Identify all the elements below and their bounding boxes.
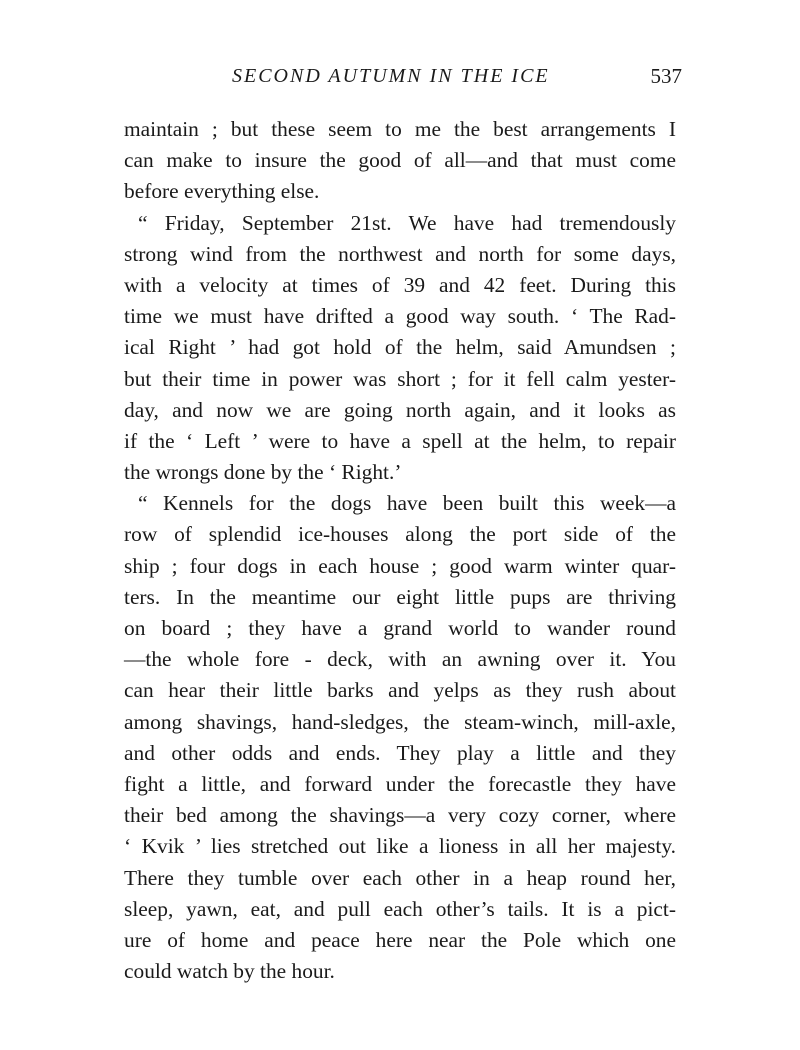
text-line: ters. In the meantime our eight little pups are thriving bbox=[124, 584, 676, 609]
text-line: sleep, yawn, eat, and pull each other’s tails. It is a pict- bbox=[124, 896, 676, 921]
text-line: time we must have drifted a good way south. ‘ The Rad- bbox=[124, 304, 676, 329]
text-line: “ Kennels for the dogs have been built this week—a bbox=[138, 491, 676, 516]
text-line: fight a little, and forward under the forecastle they have bbox=[124, 771, 676, 796]
text-line: ‘ Kvik ’ lies stretched out like a lioness in all her majesty. bbox=[124, 834, 676, 859]
text-line: the wrongs done by the ‘ Right.’ bbox=[124, 460, 402, 485]
text-line: day, and now we are going north again, and it looks as bbox=[124, 397, 676, 422]
text-line: ure of home and peace here near the Pole which one bbox=[124, 927, 676, 952]
text-line: —the whole fore - deck, with an awning over it. You bbox=[124, 647, 676, 672]
running-title: SECOND AUTUMN IN THE ICE bbox=[232, 65, 550, 87]
text-line: and other odds and ends. They play a little and they bbox=[124, 740, 676, 765]
text-line: can hear their little barks and yelps as they rush about bbox=[124, 678, 676, 703]
text-line: row of splendid ice-houses along the port side of the bbox=[124, 522, 676, 547]
text-line: among shavings, hand-sledges, the steam-winch, mill-axle, bbox=[124, 709, 676, 734]
text-line: with a velocity at times of 39 and 42 feet. During this bbox=[124, 272, 676, 297]
text-line: strong wind from the northwest and north for some days, bbox=[124, 241, 676, 266]
text-line: “ Friday, September 21st. We have had tremendously bbox=[138, 210, 676, 235]
text-line: can make to insure the good of all—and that must come bbox=[124, 148, 676, 173]
text-line: maintain ; but these seem to me the best arrangements I bbox=[124, 117, 676, 141]
text-line: There they tumble over each other in a heap round her, bbox=[124, 865, 676, 890]
text-line: ical Right ’ had got hold of the helm, said Amundsen ; bbox=[124, 335, 676, 360]
page-number: 537 bbox=[650, 64, 682, 88]
body-text bbox=[124, 114, 676, 987]
text-line: could watch by the hour. bbox=[124, 959, 335, 984]
text-line: before everything else. bbox=[124, 179, 320, 204]
text-line: if the ‘ Left ’ were to have a spell at the helm, to repair bbox=[124, 428, 676, 453]
text-line: their bed among the shavings—a very cozy corner, where bbox=[124, 803, 676, 828]
text-line: ship ; four dogs in each house ; good warm winter quar- bbox=[124, 553, 676, 578]
running-head bbox=[232, 58, 682, 94]
text-line: on board ; they have a grand world to wander round bbox=[124, 616, 676, 640]
text-line: but their time in power was short ; for it fell calm yester- bbox=[124, 366, 676, 391]
